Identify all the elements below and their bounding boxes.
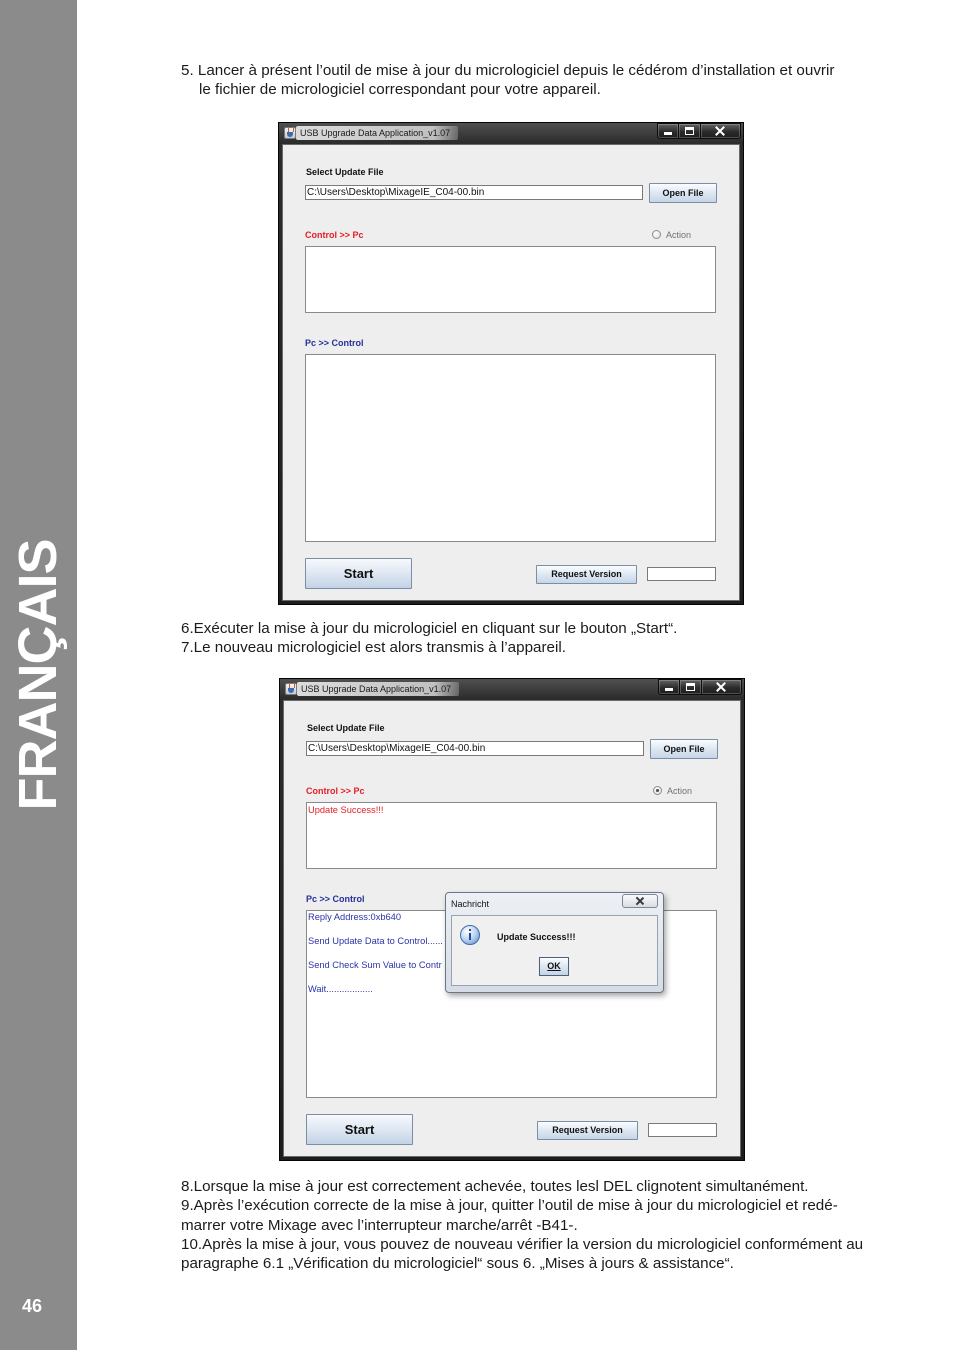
minimize-button[interactable]: [657, 123, 679, 139]
close-icon: [636, 897, 644, 905]
update-tool-window-success: [279, 678, 745, 1161]
action-label: Action: [667, 786, 693, 796]
log-line: Wait..................: [308, 984, 373, 994]
action-radio[interactable]: [652, 230, 661, 239]
update-tool-window-initial: [278, 122, 744, 605]
java-app-icon: [285, 683, 297, 695]
version-field[interactable]: [647, 567, 716, 581]
message-dialog: [445, 892, 664, 993]
action-radio[interactable]: [653, 786, 662, 795]
window-content: [283, 700, 741, 1157]
control-to-pc-message: Update Success!!!: [308, 805, 384, 815]
start-button[interactable]: Start: [306, 1114, 413, 1145]
select-update-file-label: Select Update File: [306, 167, 384, 177]
java-app-icon: [284, 127, 296, 139]
log-line: Reply Address:0xb640: [308, 912, 402, 922]
log-line: Send Check Sum Value to Contr: [308, 960, 442, 970]
step-5-paragraph: [181, 61, 834, 100]
maximize-icon: [686, 683, 695, 691]
paragraph-line: le fichier de micrologiciel correspondant pour votre appareil.: [199, 81, 601, 99]
control-to-pc-textarea[interactable]: [306, 802, 717, 869]
pc-to-control-label: Pc >> Control: [305, 338, 364, 348]
title-bar[interactable]: [279, 678, 745, 700]
request-version-button[interactable]: Request Version: [536, 565, 637, 584]
window-content: [282, 144, 740, 601]
steps-8-10-paragraph: [181, 1177, 863, 1273]
window-title: USB Upgrade Data Application_v1.07: [296, 126, 458, 140]
paragraph-line: 5. Lancer à présent l’outil de mise à jour du micrologiciel depuis le cédérom d’installation et ouvrir: [181, 62, 835, 79]
log-line: Send Update Data to Control......: [308, 936, 443, 946]
ok-button[interactable]: OK: [539, 957, 569, 976]
paragraph-line: 10.Après la mise à jour, vous pouvez de nouveau vérifier la version du micrologiciel conformément au: [181, 1235, 864, 1253]
open-file-button[interactable]: Open File: [650, 739, 718, 759]
control-to-pc-label: Control >> Pc: [305, 230, 364, 240]
dialog-title: Nachricht: [451, 899, 490, 909]
close-button[interactable]: [701, 679, 742, 695]
paragraph-line: 9.Après l’exécution correcte de la mise à jour, quitter l’outil de mise à jour du micrologiciel et redé-: [181, 1197, 838, 1215]
open-file-button[interactable]: Open File: [649, 183, 717, 203]
page-number: 46: [22, 1296, 43, 1316]
maximize-button[interactable]: [679, 679, 702, 695]
start-button[interactable]: Start: [305, 558, 412, 589]
minimize-icon: [664, 132, 672, 135]
maximize-button[interactable]: [678, 123, 701, 139]
version-field[interactable]: [648, 1123, 717, 1137]
paragraph-line: marrer votre Mixage avec l’interrupteur marche/arrêt -B41-.: [181, 1216, 578, 1234]
dialog-close-button[interactable]: [622, 894, 658, 908]
window-title: USB Upgrade Data Application_v1.07: [297, 682, 459, 696]
close-icon: [716, 682, 726, 692]
pc-to-control-textarea[interactable]: [305, 354, 716, 542]
request-version-button[interactable]: Request Version: [537, 1121, 638, 1140]
maximize-icon: [685, 127, 694, 135]
minimize-icon: [665, 688, 673, 691]
language-tab-label: FRANÇAIS: [8, 539, 68, 811]
language-sidebar: [0, 0, 77, 1350]
paragraph-line: 6.Exécuter la mise à jour du micrologiciel en cliquant sur le bouton „Start“.: [181, 620, 678, 637]
file-path-field[interactable]: C:\Users\Desktop\MixageIE_C04-00.bin: [305, 185, 643, 200]
paragraph-line: 8.Lorsque la mise à jour est correctement achevée, toutes lesl DEL clignotent simultanément.: [181, 1178, 809, 1195]
dialog-message: Update Success!!!: [497, 932, 576, 942]
title-bar[interactable]: [278, 122, 744, 144]
minimize-button[interactable]: [658, 679, 680, 695]
action-label: Action: [666, 230, 692, 240]
control-to-pc-label: Control >> Pc: [306, 786, 365, 796]
info-icon: [460, 925, 480, 945]
pc-to-control-label: Pc >> Control: [306, 894, 365, 904]
paragraph-line: paragraphe 6.1 „Vérification du micrologiciel“ sous 6. „Mises à jours & assistance“.: [181, 1255, 734, 1273]
select-update-file-label: Select Update File: [307, 723, 385, 733]
close-button[interactable]: [700, 123, 741, 139]
control-to-pc-textarea[interactable]: [305, 246, 716, 313]
steps-6-7-paragraph: [181, 619, 677, 658]
close-icon: [715, 126, 725, 136]
file-path-field[interactable]: C:\Users\Desktop\MixageIE_C04-00.bin: [306, 741, 644, 756]
paragraph-line: 7.Le nouveau micrologiciel est alors transmis à l’appareil.: [181, 639, 566, 657]
